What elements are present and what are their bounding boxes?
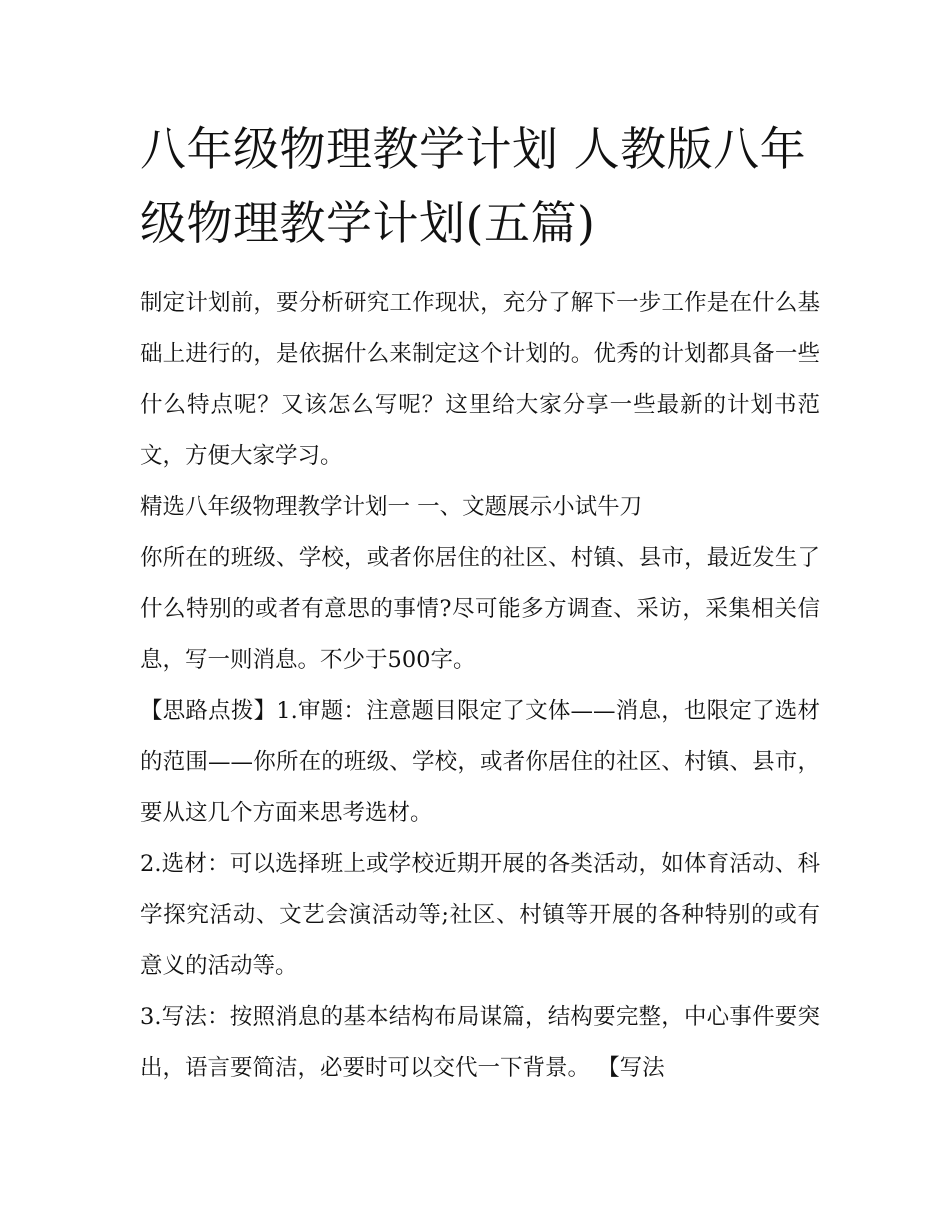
tips-paragraph: 【思路点拨】1.审题：注意题目限定了文体——消息，也限定了选材的范围——你所在的班级、学校，或者你居住的社区、村镇、县市，要从这几个方面来思考选材。 (140, 698, 820, 826)
page-title: 八年级物理教学计划 人教版八年级物理教学计划(五篇) (140, 122, 807, 250)
method-paragraph: 3.写法：按照消息的基本结构布局谋篇，结构要完整，中心事件要突出，语言要简洁，必要时可以交代一下背景。 【写法 (140, 1004, 820, 1081)
section-heading: 精选八年级物理教学计划一 一、文题展示小试牛刀 (140, 494, 643, 520)
intro-paragraph: 制定计划前，要分析研究工作现状，充分了解下一步工作是在什么基础上进行的，是依据什么来制定这个计划的。优秀的计划都具备一些什么特点呢？又该怎么写呢？这里给大家分享一些最新的计划书范文，方便大家学习。 (140, 290, 820, 469)
prompt-paragraph: 你所在的班级、学校，或者你居住的社区、村镇、县市，最近发生了什么特别的或者有意思的事情?尽可能多方调查、采访，采集相关信息，写一则消息。不少于500字。 (140, 545, 820, 673)
material-paragraph: 2.选材：可以选择班上或学校近期开展的各类活动，如体育活动、科学探究活动、文艺会演活动等;社区、村镇等开展的各种特别的或有意义的活动等。 (140, 851, 820, 979)
document-body (140, 278, 820, 1094)
